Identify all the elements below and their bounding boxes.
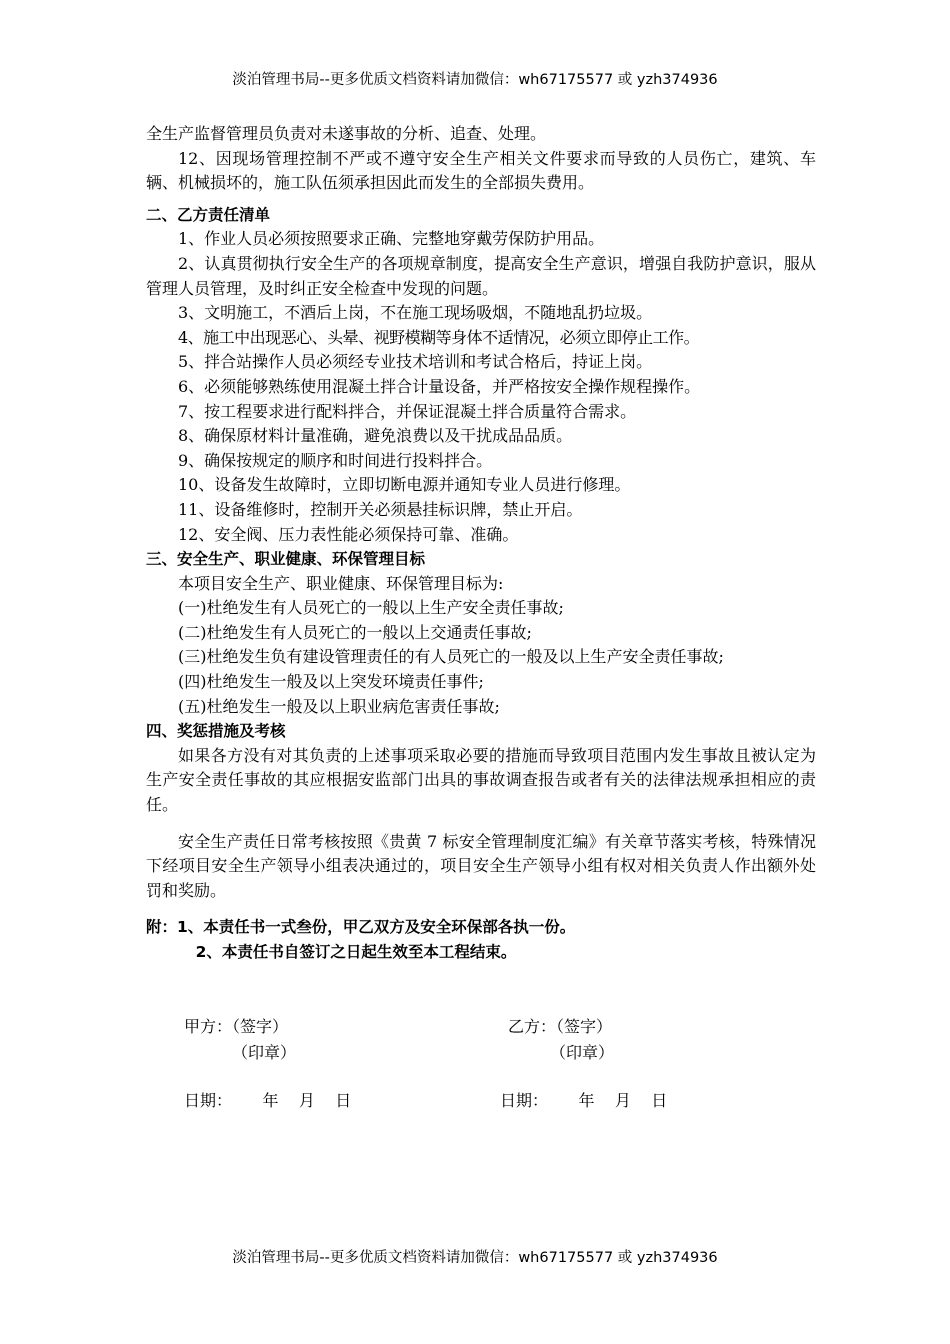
section-2-item: 8、确保原材料计量准确，避免浪费以及干扰成品品质。 <box>178 426 573 446</box>
section-2-item: 9、确保按规定的顺序和时间进行投料拌合。 <box>178 450 493 470</box>
section-4-title: 四、奖惩措施及考核 <box>146 722 286 741</box>
section-2-item: 10、设备发生故障时，立即切断电源并通知专业人员进行修理。 <box>178 475 631 495</box>
section-2-item: 5、拌合站操作人员必须经专业技术培训和考试合格后，持证上岗。 <box>178 352 653 372</box>
section-2-item: 6、必须能够熟练使用混凝土拌合计量设备，并严格按安全操作规程操作。 <box>178 376 701 396</box>
section-2-item: 2、认真贯彻执行安全生产的各项规章制度，提高安全生产意识，增强自我防护意识，服从管理人员管理，及时纠正安全检查中发现的问题。 <box>146 253 816 298</box>
intro-continuation: 全生产监督管理员负责对未遂事故的分析、追查、处理。 <box>146 124 547 143</box>
party-b-date: 日期： 年 月 日 <box>500 1091 668 1110</box>
appendix-line: 附：1、本责任书一式叁份，甲乙双方及安全环保部各执一份。 <box>146 918 576 937</box>
party-a-signature: 甲方：（签字） <box>184 1017 289 1036</box>
section-2-item: 12、安全阀、压力表性能必须保持可靠、准确。 <box>178 524 519 544</box>
appendix-line: 2、本责任书自签订之日起生效至本工程结束。 <box>195 943 517 961</box>
section-2-item: 1、作业人员必须按照要求正确、完整地穿戴劳保防护用品。 <box>178 229 605 249</box>
section-4-paragraph: 如果各方没有对其负责的上述事项采取必要的措施而导致项目范围内发生事故且被认定为生产安全责任事故的其应根据安监部门出具的事故调查报告或者有关的法律法规承担相应的责任。 <box>146 745 816 815</box>
section-2-item: 4、施工中出现恶心、头晕、视野模糊等身体不适情况，必须立即停止工作。 <box>178 327 700 347</box>
section-4-paragraph: 安全生产责任日常考核按照《贵黄 7 标安全管理制度汇编》有关章节落实考核，特殊情况下经项目安全生产领导小组表决通过的，项目安全生产领导小组有权对相关负责人作出额外处罚和奖励。 <box>146 831 816 900</box>
party-a-date: 日期： 年 月 日 <box>184 1091 352 1110</box>
section-3-item: (三)杜绝发生负有建设管理责任的有人员死亡的一般及以上生产安全责任事故; <box>178 647 724 667</box>
section-3-title: 三、安全生产、职业健康、环保管理目标 <box>146 550 426 569</box>
page-header: 淡泊管理书局--更多优质文档资料请加微信：wh67175577 或 yzh374936 <box>232 72 718 88</box>
page-footer: 淡泊管理书局--更多优质文档资料请加微信：wh67175577 或 yzh374936 <box>232 1250 718 1266</box>
section-2-item: 11、设备维修时，控制开关必须悬挂标识牌，禁止开启。 <box>178 499 583 519</box>
intro-item-12: 12、因现场管理控制不严或不遵守安全生产相关文件要求而导致的人员伤亡，建筑、车辆、机械损坏的，施工队伍须承担因此而发生的全部损失费用。 <box>146 148 816 193</box>
section-3-item: (二)杜绝发生有人员死亡的一般以上交通责任事故; <box>178 622 532 642</box>
section-3-item: (四)杜绝发生一般及以上突发环境责任事件; <box>178 672 484 692</box>
section-3-item: (五)杜绝发生一般及以上职业病危害责任事故; <box>178 696 500 716</box>
section-3-item: (一)杜绝发生有人员死亡的一般以上生产安全责任事故; <box>178 598 564 618</box>
party-a-seal: （印章） <box>232 1043 297 1062</box>
section-2-title: 二、乙方责任清单 <box>146 205 271 224</box>
section-2-item: 7、按工程要求进行配料拌合，并保证混凝土拌合质量符合需求。 <box>178 401 637 421</box>
document-body <box>146 122 816 965</box>
party-b-signature: 乙方：（签字） <box>508 1017 613 1036</box>
section-3-intro: 本项目安全生产、职业健康、环保管理目标为: <box>178 573 504 593</box>
section-2-item: 3、文明施工，不酒后上岗，不在施工现场吸烟，不随地乱扔垃圾。 <box>178 303 653 323</box>
party-b-seal: （印章） <box>550 1043 615 1062</box>
